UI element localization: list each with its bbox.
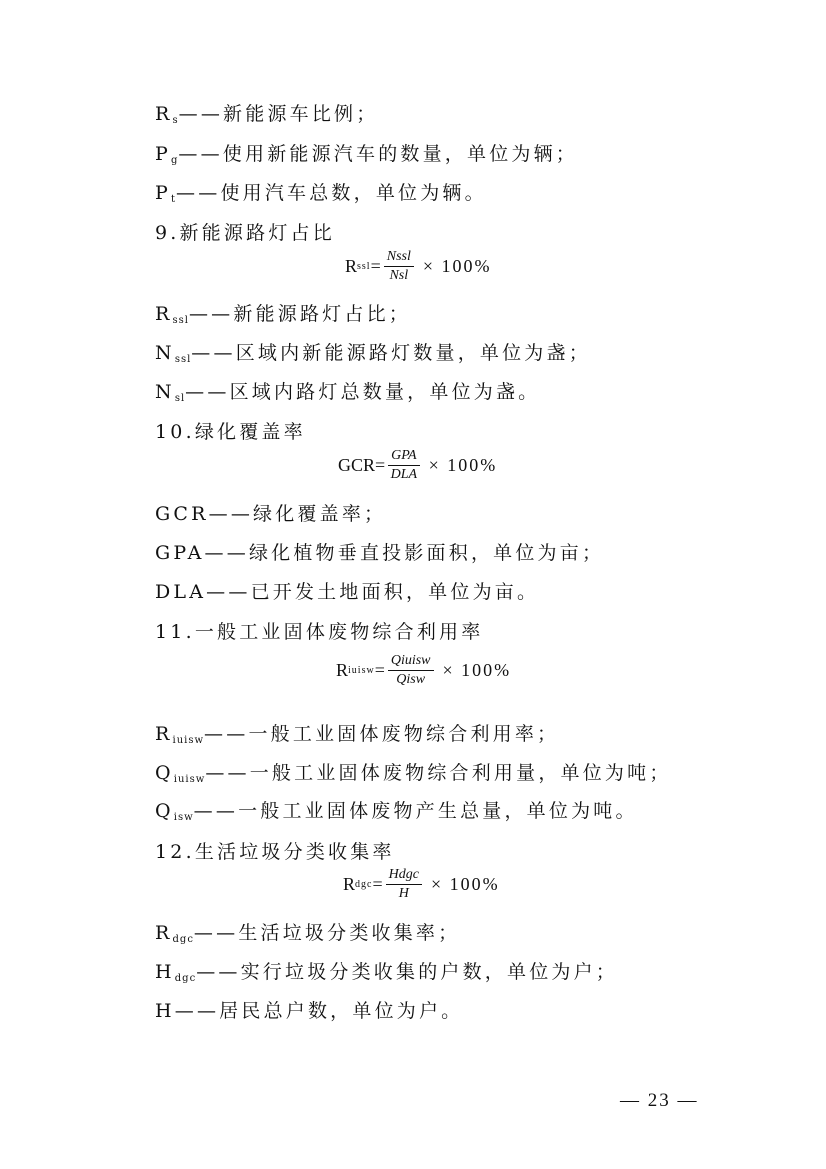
formula-lhs-subscript: iuisw [348, 665, 375, 676]
line-sub: ssl [174, 354, 192, 365]
line-sub: g [170, 155, 179, 166]
line-main: P [155, 143, 171, 165]
line-main: H——居民总户数，单位为户。 [155, 1000, 464, 1022]
line-main: GCR——绿化覆盖率； [155, 503, 387, 525]
text-line [155, 502, 386, 533]
line-main: R [155, 922, 173, 944]
fraction [388, 447, 419, 484]
formula-lhs: R [336, 660, 349, 680]
text-line [155, 960, 618, 991]
line-main: N [155, 381, 175, 403]
formula-lhs: GCR [338, 455, 376, 475]
line-sub: t [170, 194, 177, 205]
line-sub: ssl [172, 315, 189, 326]
line-main: Q [155, 762, 174, 784]
text-line [155, 580, 539, 611]
formula [336, 652, 511, 689]
line-rest: ——使用汽车总数，单位为辆。 [176, 182, 487, 204]
denominator: Qisw [396, 672, 426, 687]
line-main: R [155, 303, 173, 325]
line-rest: ——一般工业固体废物产生总量，单位为吨。 [193, 800, 638, 822]
percent-multiplier: × 100% [430, 874, 500, 894]
formula [338, 447, 497, 484]
formula-lhs: R [343, 874, 356, 894]
numerator: Hdgc [386, 866, 422, 885]
line-main: H [155, 961, 175, 983]
text-line [155, 302, 411, 333]
text-line [155, 921, 460, 952]
text-line [155, 620, 483, 651]
numerator: GPA [388, 447, 419, 466]
fraction [384, 248, 414, 285]
fraction [386, 866, 422, 903]
text-line [155, 761, 672, 792]
line-main: DLA——已开发土地面积，单位为亩。 [155, 581, 540, 603]
line-main: 9.新能源路灯占比 [155, 222, 335, 244]
line-main: R [155, 723, 173, 745]
numerator: Qiuisw [388, 652, 434, 671]
line-main: P [155, 182, 171, 204]
formula [345, 248, 492, 285]
numerator: Nssl [384, 248, 414, 267]
text-line [155, 221, 335, 252]
line-sub: dgc [174, 973, 197, 984]
text-line [155, 181, 487, 212]
page-number: — 23 — [620, 1090, 699, 1111]
line-sub: isw [173, 812, 194, 823]
line-main: 10.绿化覆盖率 [155, 421, 306, 443]
formula-lhs-subscript: dgc [355, 879, 373, 890]
line-main: 12.生活垃圾分类收集率 [155, 841, 395, 863]
formula [343, 866, 500, 903]
text-line [155, 420, 306, 451]
text-line [155, 380, 540, 411]
line-sub: dgc [172, 934, 194, 945]
equals-sign: = [370, 256, 381, 276]
formula-lhs-subscript: ssl [357, 261, 371, 272]
line-sub: iuisw [172, 735, 205, 746]
line-rest: ——新能源路灯占比； [188, 303, 411, 325]
text-line [155, 541, 604, 572]
line-rest: ——生活垃圾分类收集率； [193, 922, 461, 944]
equals-sign: = [372, 874, 383, 894]
line-main: GPA——绿化植物垂直投影面积，单位为亩； [155, 542, 605, 564]
line-rest: ——区域内路灯总数量，单位为盏。 [185, 381, 541, 403]
denominator: H [398, 886, 409, 901]
line-rest: ——一般工业固体废物综合利用量，单位为吨； [205, 762, 672, 784]
text-line [155, 102, 378, 133]
text-line [155, 799, 638, 830]
line-rest: ——实行垃圾分类收集的户数，单位为户； [196, 961, 618, 983]
equals-sign: = [375, 455, 386, 475]
line-rest: ——区域内新能源路灯数量，单位为盏； [191, 342, 591, 364]
line-sub: sl [174, 393, 186, 404]
denominator: Nsl [389, 268, 409, 283]
line-sub: iuisw [173, 774, 206, 785]
text-line [155, 999, 463, 1030]
percent-multiplier: × 100% [442, 660, 512, 680]
denominator: DLA [390, 467, 418, 482]
equals-sign: = [374, 660, 385, 680]
line-sub: s [172, 115, 179, 126]
line-rest: ——一般工业固体废物综合利用率； [204, 723, 560, 745]
line-main: R [155, 103, 173, 125]
text-line [155, 341, 591, 372]
line-rest: ——使用新能源汽车的数量，单位为辆； [178, 143, 578, 165]
text-line [155, 722, 559, 753]
line-main: 11.一般工业固体废物综合利用率 [155, 621, 484, 643]
line-rest: ——新能源车比例； [178, 103, 379, 125]
percent-multiplier: × 100% [428, 455, 498, 475]
formula-lhs: R [345, 256, 358, 276]
fraction [388, 652, 434, 689]
text-line [155, 142, 578, 173]
percent-multiplier: × 100% [422, 256, 492, 276]
line-main: N [155, 342, 175, 364]
line-main: Q [155, 800, 174, 822]
